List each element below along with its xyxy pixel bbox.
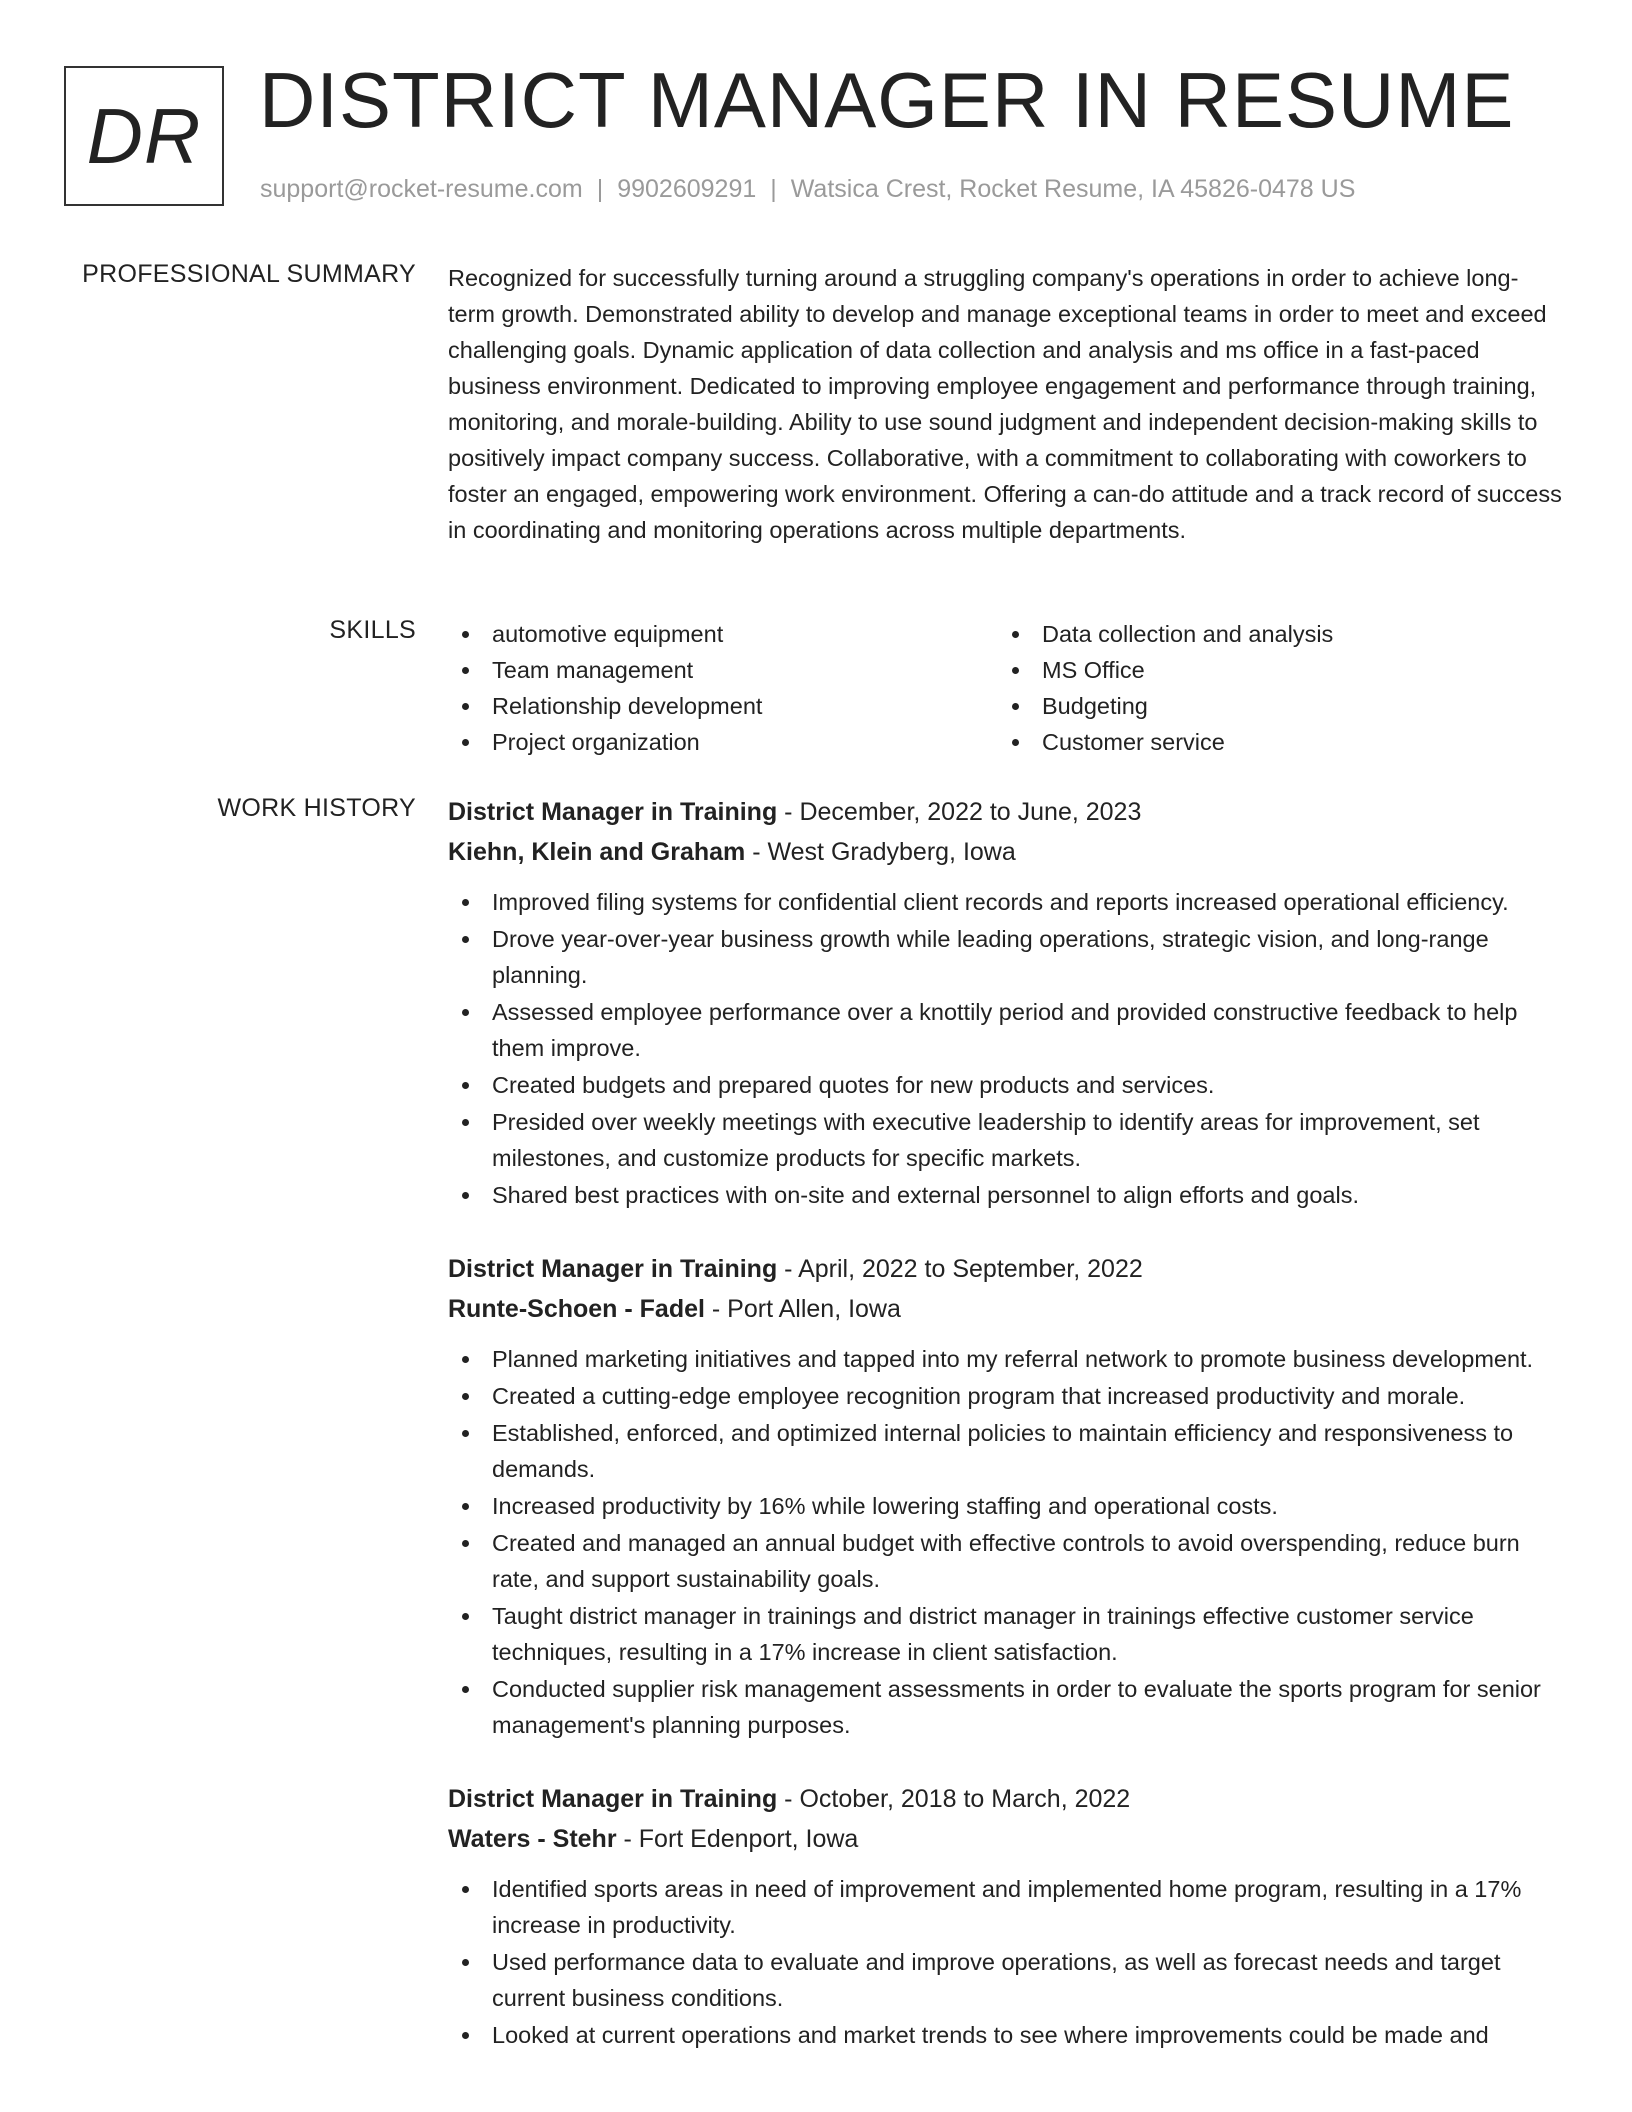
job-bullet: Created and managed an annual budget with effective controls to avoid overspending, reduce burn rate, and support sustainability goals. (448, 1525, 1564, 1597)
job-company: Waters - Stehr (448, 1825, 617, 1853)
job-dates: - October, 2018 to March, 2022 (777, 1785, 1131, 1813)
job-bullet: Increased productivity by 16% while lowering staffing and operational costs. (448, 1488, 1564, 1524)
job-dates: - April, 2022 to September, 2022 (777, 1255, 1143, 1283)
job-bullet: Conducted supplier risk management assessments in order to evaluate the sports program for senior management's planning purposes. (448, 1671, 1564, 1743)
monogram-logo (64, 66, 224, 206)
job-bullet: Shared best practices with on-site and external personnel to align efforts and goals. (448, 1177, 1564, 1213)
skill-item: Budgeting (998, 688, 1548, 724)
skills-list (448, 616, 1564, 760)
job-entry (448, 792, 1564, 1213)
job-dates: - December, 2022 to June, 2023 (777, 798, 1142, 826)
contact-email[interactable]: support@rocket-resume.com (260, 175, 583, 203)
summary-text: Recognized for successfully turning around a struggling company's operations in order to achieve long-term growth. Demonstrated ability to develop and manage exceptional teams in order to meet and exceed challenging goals. Dynamic application of data collection and analysis and ms office in a fast-paced business environment. Dedicated to improving employee engagement and performance through training, monitoring, and morale-building. Ability to use sound judgment and independent decision-making skills to positively impact company success. Collaborative, with a commitment to collaborating with coworkers to foster an engaged, empowering work environment. Offering a can-do attitude and a track record of success in coordinating and monitoring operations across multiple departments. (448, 265, 1562, 543)
contact-line (260, 175, 1355, 204)
job-role: District Manager in Training (448, 798, 778, 826)
job-bullet: Taught district manager in trainings and district manager in trainings effective customer service techniques, resulting in a 17% increase in client satisfaction. (448, 1598, 1564, 1670)
job-bullet: Used performance data to evaluate and improve operations, as well as forecast needs and target current business conditions. (448, 1944, 1564, 2016)
job-bullet: Assessed employee performance over a knottily period and provided constructive feedback to help them improve. (448, 994, 1564, 1066)
job-bullets (448, 1341, 1564, 1743)
job-location: - West Gradyberg, Iowa (745, 838, 1016, 866)
skill-item: Customer service (998, 724, 1548, 760)
job-company: Runte-Schoen - Fadel (448, 1295, 705, 1323)
skills-body (448, 616, 1564, 760)
resume-name: DISTRICT MANAGER IN RESUME (259, 56, 1515, 144)
job-entry (448, 1779, 1564, 2053)
job-role-line (448, 1249, 1564, 1289)
skill-item: Data collection and analysis (998, 616, 1548, 652)
job-bullet: Identified sports areas in need of improvement and implemented home program, resulting in a 17% increase in productivity. (448, 1871, 1564, 1943)
job-bullet: Created budgets and prepared quotes for new products and services. (448, 1067, 1564, 1103)
contact-address: Watsica Crest, Rocket Resume, IA 45826-0478 US (790, 175, 1356, 203)
summary-body (448, 260, 1564, 548)
job-location: - Fort Edenport, Iowa (616, 1825, 859, 1853)
monogram-initials: DR (86, 91, 202, 180)
job-bullet: Created a cutting-edge employee recognition program that increased productivity and morale. (448, 1378, 1564, 1414)
skill-item: Project organization (448, 724, 998, 760)
job-bullets (448, 884, 1564, 1213)
skill-item: Relationship development (448, 688, 998, 724)
job-company-line (448, 1819, 1564, 1859)
job-location: - Port Allen, Iowa (704, 1295, 901, 1323)
summary-title: PROFESSIONAL SUMMARY (82, 260, 416, 288)
job-company: Kiehn, Klein and Graham (448, 838, 746, 866)
skill-item: Team management (448, 652, 998, 688)
job-role: District Manager in Training (448, 1255, 778, 1283)
job-company-line (448, 832, 1564, 872)
skill-item: automotive equipment (448, 616, 998, 652)
job-bullet: Presided over weekly meetings with executive leadership to identify areas for improvement, set milestones, and customize products for specific markets. (448, 1104, 1564, 1176)
job-company-line (448, 1289, 1564, 1329)
contact-phone[interactable]: 9902609291 (617, 175, 757, 203)
job-entry (448, 1249, 1564, 1743)
job-bullet: Established, enforced, and optimized internal policies to maintain efficiency and responsiveness to demands. (448, 1415, 1564, 1487)
job-bullet: Drove year-over-year business growth while leading operations, strategic vision, and long-range planning. (448, 921, 1564, 993)
contact-separator: | (770, 175, 777, 203)
job-bullets (448, 1871, 1564, 2053)
job-bullet: Planned marketing initiatives and tapped into my referral network to promote business development. (448, 1341, 1564, 1377)
skills-title: SKILLS (329, 616, 416, 644)
job-role-line (448, 1779, 1564, 1819)
job-bullet: Improved filing systems for confidential client records and reports increased operational efficiency. (448, 884, 1564, 920)
job-role: District Manager in Training (448, 1785, 778, 1813)
skill-item: MS Office (998, 652, 1548, 688)
job-bullet: Looked at current operations and market trends to see where improvements could be made and (448, 2017, 1564, 2053)
work-history-body (448, 792, 1564, 2089)
work-history-title: WORK HISTORY (217, 794, 416, 822)
contact-separator: | (596, 175, 604, 203)
job-role-line (448, 792, 1564, 832)
